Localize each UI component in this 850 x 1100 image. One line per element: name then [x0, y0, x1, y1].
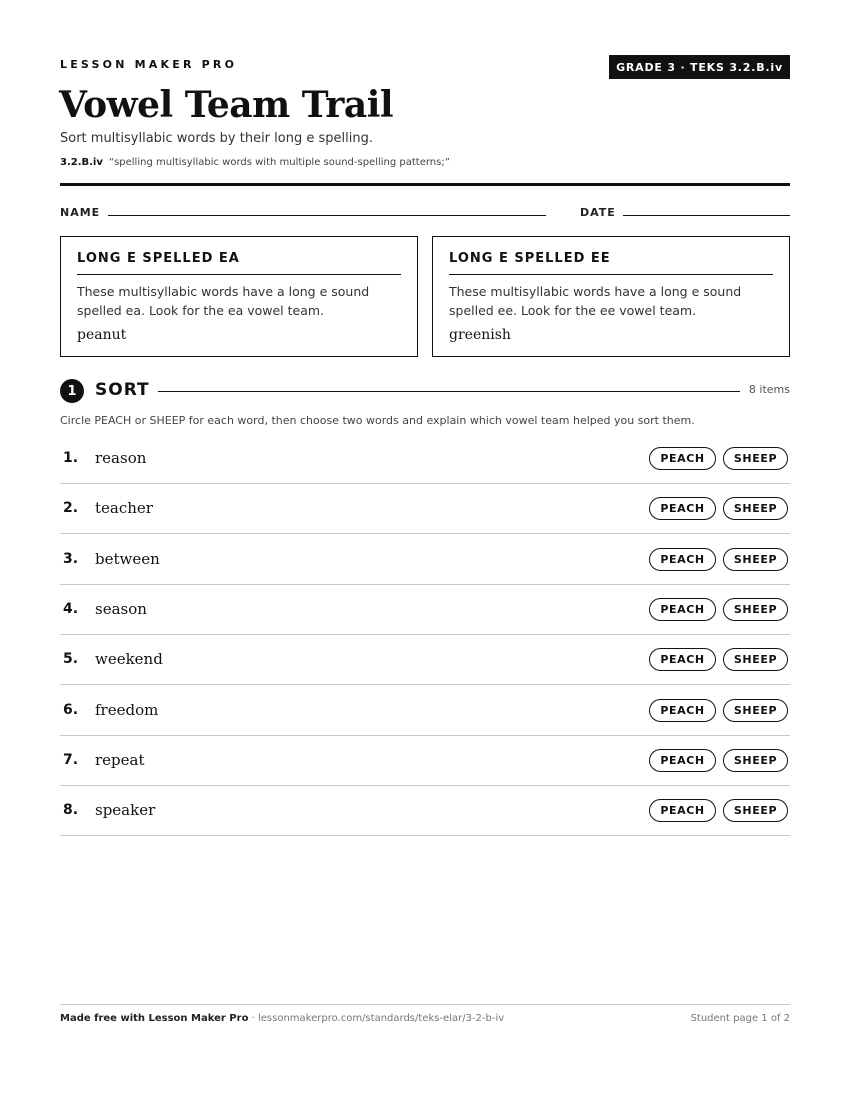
item-number: 1.: [63, 450, 79, 466]
grade-badge: GRADE 3 · TEKS 3.2.B.iv: [609, 55, 790, 79]
name-label: NAME: [60, 206, 101, 219]
sort-item-row: [60, 535, 790, 585]
item-word: weekend: [95, 650, 163, 668]
pattern-card-ee: [432, 236, 790, 357]
sheep-choice-button[interactable]: SHEEP: [723, 548, 788, 571]
item-number: 8.: [63, 802, 79, 818]
item-number: 7.: [63, 752, 79, 768]
footer-link[interactable]: · lessonmakerpro.com/standards/teks-elar/3-2-b-iv: [248, 1013, 505, 1024]
sheep-choice-button[interactable]: SHEEP: [723, 699, 788, 722]
item-word: reason: [95, 449, 147, 467]
item-word: teacher: [95, 499, 153, 517]
item-count: 8 items: [748, 383, 790, 396]
header-divider: [60, 183, 790, 186]
item-number: 5.: [63, 651, 79, 667]
standard-reference: [60, 157, 450, 168]
pattern-description: These multisyllabic words have a long e sound spelled ea. Look for the ea vowel team.: [77, 284, 370, 318]
item-word: season: [95, 600, 147, 618]
item-number: 6.: [63, 702, 79, 718]
sort-item-row: [60, 585, 790, 635]
peach-choice-button[interactable]: PEACH: [649, 749, 716, 772]
pattern-example: greenish: [449, 327, 511, 343]
footer-credit: [60, 1013, 504, 1024]
sheep-choice-button[interactable]: SHEEP: [723, 447, 788, 470]
sheep-choice-button[interactable]: SHEEP: [723, 648, 788, 671]
sort-item-row: [60, 736, 790, 786]
item-number: 3.: [63, 551, 79, 567]
pattern-title: LONG E SPELLED EE: [449, 251, 773, 275]
brand-name: LESSON MAKER PRO: [60, 58, 238, 71]
item-word: freedom: [95, 701, 159, 719]
peach-choice-button[interactable]: PEACH: [649, 598, 716, 621]
pattern-description: These multisyllabic words have a long e sound spelled ee. Look for the ee vowel team.: [449, 284, 742, 318]
peach-choice-button[interactable]: PEACH: [649, 497, 716, 520]
footer-made-with: Made free with Lesson Maker Pro: [60, 1013, 249, 1024]
item-number: 2.: [63, 500, 79, 516]
date-field[interactable]: [623, 215, 790, 216]
item-word: repeat: [95, 751, 145, 769]
sort-item-row: [60, 786, 790, 836]
pattern-title: LONG E SPELLED EA: [77, 251, 401, 275]
sheep-choice-button[interactable]: SHEEP: [723, 749, 788, 772]
pattern-card-ea: [60, 236, 418, 357]
peach-choice-button[interactable]: PEACH: [649, 548, 716, 571]
sort-item-row: [60, 686, 790, 736]
section-title: SORT: [95, 380, 150, 400]
sheep-choice-button[interactable]: SHEEP: [723, 497, 788, 520]
page-indicator: Student page 1 of 2: [690, 1013, 790, 1024]
item-word: speaker: [95, 801, 156, 819]
peach-choice-button[interactable]: PEACH: [649, 699, 716, 722]
name-field[interactable]: [108, 215, 546, 216]
section-number-badge: 1: [60, 379, 84, 403]
sort-item-row: [60, 635, 790, 685]
standard-text: “spelling multisyllabic words with multiple sound-spelling patterns;”: [108, 157, 450, 168]
footer-divider: [60, 1004, 790, 1005]
item-word: between: [95, 550, 160, 568]
sort-item-row: [60, 434, 790, 484]
peach-choice-button[interactable]: PEACH: [649, 648, 716, 671]
date-label: DATE: [580, 206, 616, 219]
page-subtitle: Sort multisyllabic words by their long e spelling.: [60, 131, 373, 146]
item-number: 4.: [63, 601, 79, 617]
section-instructions: Circle PEACH or SHEEP for each word, then choose two words and explain which vowel team helped you sort them.: [60, 414, 695, 427]
peach-choice-button[interactable]: PEACH: [649, 799, 716, 822]
sheep-choice-button[interactable]: SHEEP: [723, 799, 788, 822]
sort-item-row: [60, 484, 790, 534]
pattern-example: peanut: [77, 327, 127, 343]
sheep-choice-button[interactable]: SHEEP: [723, 598, 788, 621]
section-divider: [158, 391, 740, 392]
standard-code: 3.2.B.iv: [60, 157, 103, 168]
peach-choice-button[interactable]: PEACH: [649, 447, 716, 470]
page-title: Vowel Team Trail: [59, 84, 394, 126]
